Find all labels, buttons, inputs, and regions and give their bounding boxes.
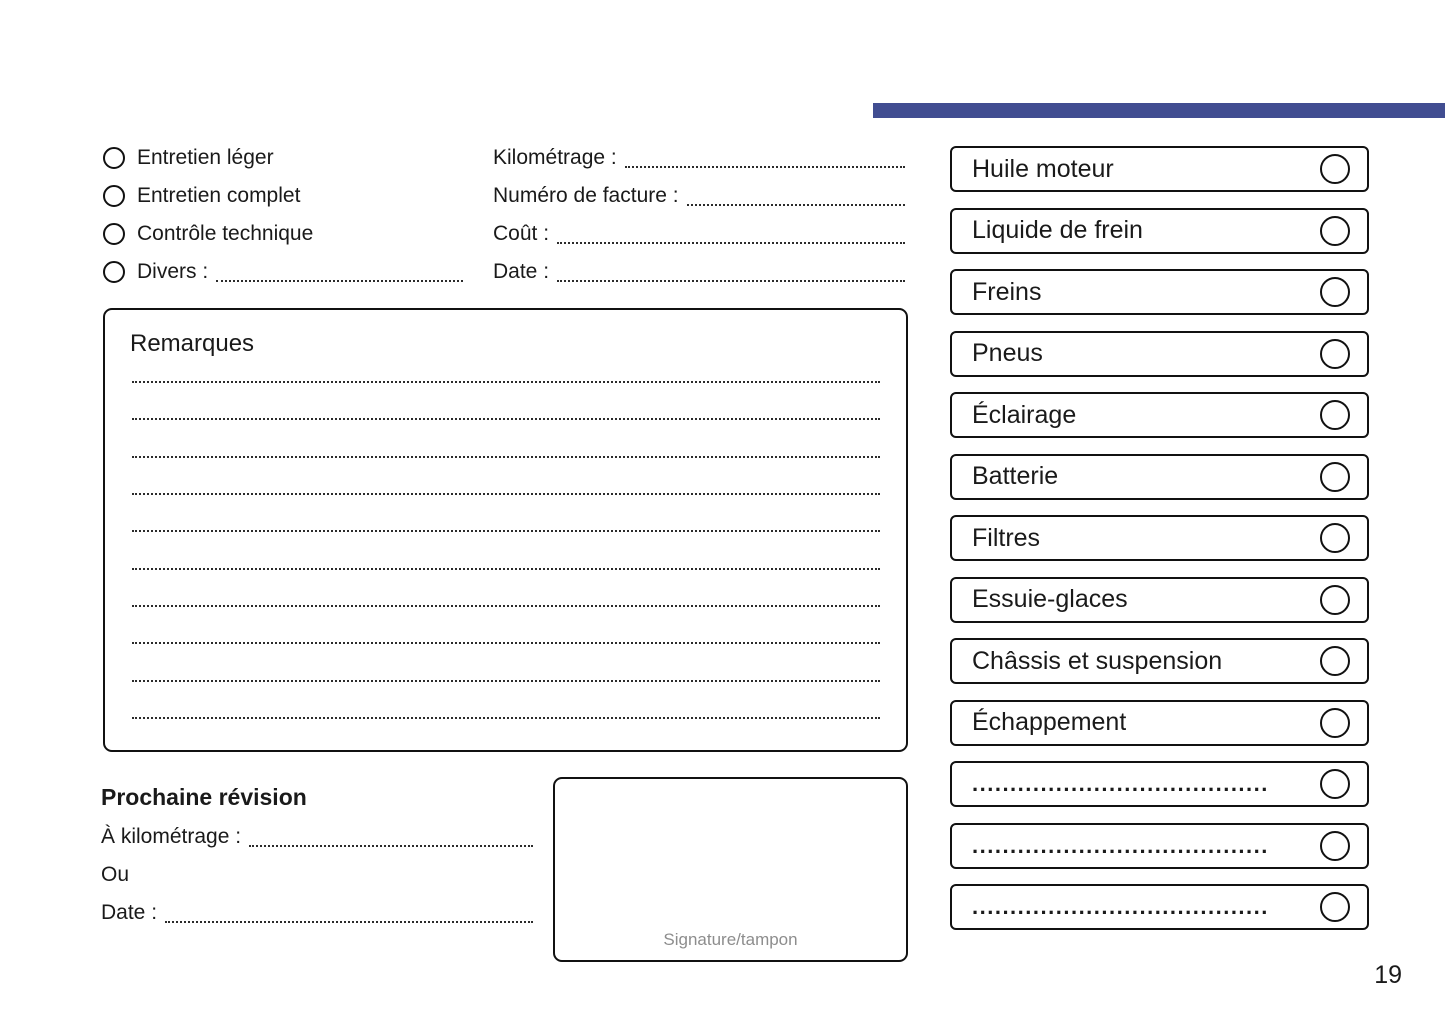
check-circle-icon[interactable]	[1320, 216, 1350, 246]
remarks-fill-in-line	[132, 381, 880, 383]
option-label: Entretien léger	[137, 146, 274, 169]
page-number: 19	[1374, 961, 1402, 989]
check-circle-icon[interactable]	[1320, 585, 1350, 615]
check-item-label: Éclairage	[972, 400, 1077, 429]
check-item-eclairage	[950, 392, 1369, 438]
checklist	[950, 146, 1369, 930]
option-label: Divers :	[137, 260, 209, 283]
check-item-huile-moteur	[950, 146, 1369, 192]
check-item-echappement	[950, 700, 1369, 746]
field-numero-facture	[493, 177, 905, 215]
check-item-label: Filtres	[972, 523, 1041, 552]
check-circle-icon[interactable]	[1320, 277, 1350, 307]
remarks-box	[103, 308, 908, 752]
check-item-label: Freins	[972, 277, 1042, 306]
field-label: À kilométrage :	[101, 825, 242, 848]
service-details	[493, 139, 905, 291]
remarks-fill-in-line	[132, 418, 880, 420]
check-item-blank-3	[950, 884, 1369, 930]
option-entretien-complet	[103, 177, 463, 215]
next-service-section	[101, 776, 533, 932]
field-label: Numéro de facture :	[493, 184, 679, 207]
signature-box	[553, 777, 908, 962]
check-item-label: Liquide de frein	[972, 216, 1143, 244]
check-item-label: Essuie-glaces	[972, 585, 1128, 613]
check-item-label: Échappement	[972, 708, 1127, 736]
check-item-fill-in-label: .......................................	[972, 771, 1269, 796]
check-item-essuie-glaces	[950, 577, 1369, 623]
check-circle-icon[interactable]	[1320, 400, 1350, 430]
check-item-freins	[950, 269, 1369, 315]
field-ou	[101, 856, 533, 894]
check-circle-icon[interactable]	[1320, 154, 1350, 184]
check-circle-icon[interactable]	[1320, 831, 1350, 861]
remarks-fill-in-line	[132, 642, 880, 644]
field-next-date	[101, 894, 533, 932]
field-next-kilometrage	[101, 818, 533, 856]
radio-controle-technique-icon[interactable]	[103, 223, 125, 245]
check-item-blank-2	[950, 823, 1369, 869]
check-item-fill-in-label: .......................................	[972, 894, 1269, 919]
remarks-fill-in-line	[132, 680, 880, 682]
field-cout	[493, 215, 905, 253]
check-item-blank-1	[950, 761, 1369, 807]
divers-fill-in-line	[216, 280, 463, 282]
check-circle-icon[interactable]	[1320, 769, 1350, 799]
field-label: Date :	[101, 901, 158, 924]
check-circle-icon[interactable]	[1320, 523, 1350, 553]
field-date	[493, 253, 905, 291]
radio-entretien-complet-icon[interactable]	[103, 185, 125, 207]
check-circle-icon[interactable]	[1320, 708, 1350, 738]
remarks-fill-in-line	[132, 605, 880, 607]
remarks-fill-in-line	[132, 568, 880, 570]
option-label: Contrôle technique	[137, 222, 314, 245]
field-label: Kilométrage :	[493, 146, 617, 169]
remarks-fill-in-line	[132, 493, 880, 495]
check-item-chassis-et-suspension	[950, 638, 1369, 684]
option-label: Entretien complet	[137, 184, 301, 207]
check-item-filtres	[950, 515, 1369, 561]
numero-facture-fill-in-line	[687, 204, 905, 206]
cout-fill-in-line	[557, 242, 905, 244]
field-label: Coût :	[493, 222, 550, 245]
check-item-label: Châssis et suspension	[972, 646, 1223, 675]
check-item-fill-in-label: .......................................	[972, 832, 1269, 858]
kilometrage-fill-in-line	[625, 166, 905, 168]
service-type-options	[103, 139, 463, 291]
remarks-lines	[132, 381, 880, 719]
check-item-batterie	[950, 454, 1369, 500]
accent-bar	[873, 103, 1445, 118]
option-controle-technique	[103, 215, 463, 253]
remarks-fill-in-line	[132, 530, 880, 532]
date-fill-in-line	[557, 280, 905, 282]
radio-entretien-leger-icon[interactable]	[103, 147, 125, 169]
check-circle-icon[interactable]	[1320, 892, 1350, 922]
check-circle-icon[interactable]	[1320, 646, 1350, 676]
signature-label: Signature/tampon	[663, 930, 798, 949]
remarks-fill-in-line	[132, 456, 880, 458]
option-divers	[103, 253, 463, 291]
field-kilometrage	[493, 139, 905, 177]
check-item-label: Batterie	[972, 462, 1059, 490]
option-entretien-leger	[103, 139, 463, 177]
check-circle-icon[interactable]	[1320, 339, 1350, 369]
next-service-title: Prochaine révision	[101, 783, 307, 810]
remarks-fill-in-line	[132, 717, 880, 719]
check-item-pneus	[950, 331, 1369, 377]
remarks-title: Remarques	[130, 330, 255, 357]
check-item-label: Pneus	[972, 339, 1043, 367]
next-kilometrage-fill-in-line	[249, 845, 533, 847]
check-circle-icon[interactable]	[1320, 462, 1350, 492]
field-label: Ou	[101, 863, 130, 886]
field-label: Date :	[493, 260, 550, 283]
check-item-label: Huile moteur	[972, 154, 1114, 183]
radio-divers-icon[interactable]	[103, 261, 125, 283]
check-item-liquide-de-frein	[950, 208, 1369, 254]
next-date-fill-in-line	[165, 921, 533, 923]
